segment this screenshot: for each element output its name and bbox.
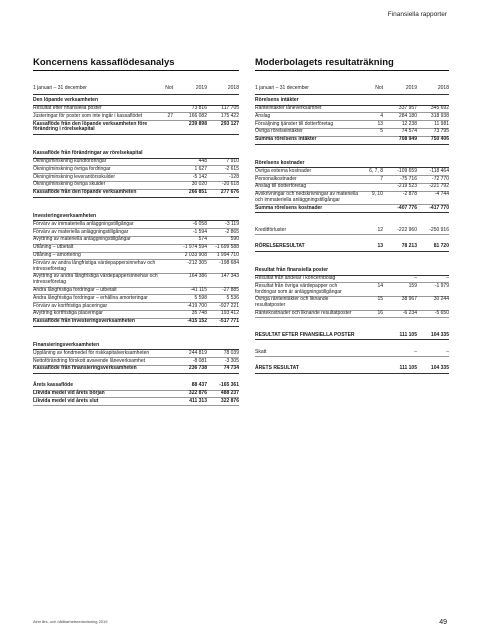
row-label: Övriga ränteintäkter och liknande resultatposter bbox=[255, 296, 329, 309]
value-2019: 322 876 bbox=[188, 390, 207, 396]
row-label: Försäljning tjänster till dotterföretag bbox=[255, 120, 334, 127]
value-2018: -5 650 bbox=[434, 310, 449, 317]
table-block bbox=[33, 214, 239, 327]
row-note: 27 bbox=[167, 112, 173, 119]
note-header: Not bbox=[375, 85, 383, 91]
row-label: Justeringar för poster som inte ingår i kassaflödet bbox=[33, 112, 143, 119]
row-note: 12 bbox=[377, 226, 383, 233]
value-2019: 337 957 bbox=[398, 105, 417, 112]
value-2018: -4 744 bbox=[434, 191, 449, 198]
table-block bbox=[255, 268, 449, 319]
row-label: Årets kassaflöde bbox=[33, 382, 74, 389]
row-label: Utlåning – utbetalt bbox=[33, 244, 74, 251]
value-2018: -2 865 bbox=[224, 228, 239, 235]
value-2018: 104 335 bbox=[430, 331, 449, 338]
year-header-2019: 2019 bbox=[195, 85, 207, 91]
page-number: 49 bbox=[439, 619, 447, 626]
value-2019: 164 386 bbox=[188, 273, 207, 280]
value-2019: -6 058 bbox=[192, 220, 207, 227]
value-2018: -2 615 bbox=[224, 165, 239, 172]
section-heading: Kassaflöde från förändringar av rörelsekapital bbox=[33, 151, 239, 159]
value-2019: 35 748 bbox=[191, 310, 207, 317]
value-2018: -72 770 bbox=[432, 175, 449, 182]
value-2019: 1 627 bbox=[194, 165, 207, 172]
value-2019: -109 659 bbox=[397, 167, 417, 174]
value-2019: -5 142 bbox=[192, 173, 207, 180]
footer-text: Almi års- och hållbarhetsredovisning 2019 bbox=[33, 619, 108, 624]
table-row bbox=[255, 192, 449, 206]
row-label: Förvärv av immateriella anläggningstillgångar bbox=[33, 220, 134, 227]
value-2018: 81 720 bbox=[433, 243, 449, 250]
table-block bbox=[33, 383, 239, 406]
year-header-2018: 2018 bbox=[437, 85, 449, 91]
row-label: Summa rörelsens intäkter bbox=[255, 136, 317, 143]
row-note: 4 bbox=[380, 112, 383, 119]
income-statement bbox=[255, 57, 449, 374]
table-block bbox=[33, 98, 239, 135]
table-block bbox=[33, 343, 239, 374]
value-2019: 38 967 bbox=[401, 296, 417, 303]
row-label: Avyttring kortfristiga placeringar bbox=[33, 310, 103, 317]
row-note: 14 bbox=[377, 282, 383, 289]
table-row bbox=[255, 168, 449, 176]
row-label: Summa rörelsens kostnader bbox=[255, 204, 323, 211]
value-2018: -165 361 bbox=[219, 382, 239, 389]
value-2019: -407 776 bbox=[397, 204, 417, 211]
value-2019: – bbox=[414, 275, 417, 282]
value-2018: -3 119 bbox=[225, 220, 239, 227]
value-2018: -128 bbox=[228, 173, 239, 180]
value-2018: 175 422 bbox=[220, 112, 239, 119]
value-2018: -221 792 bbox=[429, 183, 449, 190]
total-row bbox=[255, 332, 449, 340]
row-label: Ökning/minskning leverantörsskulder bbox=[33, 173, 115, 180]
row-label: Avyttring av andra långfristiga värdepappersinnehav och intresseföretag bbox=[33, 273, 158, 286]
value-2019: -419 700 bbox=[187, 302, 207, 309]
table-block bbox=[255, 332, 449, 340]
row-label: Anslag bbox=[255, 112, 271, 119]
value-2019: 159 bbox=[408, 282, 417, 289]
row-note: 13 bbox=[377, 120, 383, 127]
row-label: Övriga rörelseintäkter bbox=[255, 128, 303, 135]
value-2018: -3 305 bbox=[224, 357, 239, 364]
value-2019: -2 878 bbox=[402, 191, 417, 198]
value-2018: -1 699 588 bbox=[215, 244, 239, 251]
value-2019: -6 234 bbox=[402, 310, 417, 317]
table-block bbox=[255, 161, 449, 214]
value-2019: 12 238 bbox=[401, 120, 417, 127]
value-2018: 488 237 bbox=[220, 390, 239, 396]
note-header: Not bbox=[165, 85, 173, 91]
row-label: Kassaflöde från finansieringsverksamheten bbox=[33, 365, 137, 372]
value-2018: 5 536 bbox=[226, 294, 239, 301]
page-header: Finansiella rapporter bbox=[387, 11, 447, 18]
table-block bbox=[255, 98, 449, 145]
value-2018: 147 343 bbox=[220, 273, 239, 280]
total-row bbox=[255, 205, 449, 213]
value-2019: 284 180 bbox=[398, 112, 417, 119]
table-block bbox=[255, 366, 449, 374]
value-2019: -1 974 594 bbox=[183, 244, 207, 251]
section-heading: Rörelsens kostnader bbox=[255, 161, 449, 169]
value-2019: 73 816 bbox=[191, 105, 207, 112]
table-row bbox=[255, 349, 449, 357]
value-2018: 277 676 bbox=[220, 189, 239, 196]
value-2018: -198 684 bbox=[219, 259, 239, 266]
row-label: Resultat från övriga värdepapper och fordringar som är anläggningstillgångar bbox=[255, 282, 342, 295]
table-header-row bbox=[33, 86, 239, 95]
block-spacer bbox=[255, 145, 449, 159]
row-label: Förvärv av andra långfristiga värdepappersinnehav och intresseföretag bbox=[33, 259, 156, 272]
value-2018: -118 464 bbox=[429, 167, 449, 174]
year-header-2019: 2019 bbox=[405, 85, 417, 91]
total-row bbox=[33, 319, 239, 327]
value-2019: – bbox=[414, 348, 417, 355]
table-block bbox=[255, 244, 449, 252]
value-2018: 293 127 bbox=[220, 120, 239, 127]
income-statement-body bbox=[255, 98, 449, 374]
row-label: Likvida medel vid årets slut bbox=[33, 397, 99, 404]
block-spacer bbox=[33, 327, 239, 341]
row-label: Likvida medel vid årets början bbox=[33, 390, 105, 396]
row-note: 7 bbox=[380, 175, 383, 182]
row-label: Kassaflöde från den löpande verksamheten bbox=[33, 189, 137, 196]
value-2019: 111 105 bbox=[399, 331, 417, 338]
total-row bbox=[255, 366, 449, 374]
cash-flow-body bbox=[33, 98, 239, 406]
table-row bbox=[33, 350, 239, 358]
value-2019: 448 bbox=[198, 158, 207, 165]
row-label: Kreditförluster bbox=[255, 226, 287, 233]
row-label: Förvärv av materiella anläggningstillgångar bbox=[33, 228, 129, 235]
row-label: Andra långfristiga fordringar – erhållna amorteringar bbox=[33, 294, 148, 301]
row-note: 5 bbox=[380, 128, 383, 135]
value-2018: 7 910 bbox=[226, 158, 239, 165]
table-block bbox=[33, 151, 239, 198]
block-spacer bbox=[255, 318, 449, 332]
value-2019: -415 152 bbox=[187, 318, 207, 325]
total-row bbox=[255, 137, 449, 145]
block-spacer bbox=[255, 252, 449, 266]
table-row bbox=[33, 260, 239, 274]
table-block bbox=[255, 227, 449, 235]
row-label: Skatt bbox=[255, 348, 267, 355]
value-2018: 193 412 bbox=[220, 310, 239, 317]
value-2019: -222 960 bbox=[397, 226, 417, 233]
cash-flow-table bbox=[33, 86, 239, 406]
value-2019: 2 033 908 bbox=[184, 252, 207, 259]
row-label: Anslag till dotterföretag bbox=[255, 183, 307, 190]
row-note: 6, 7, 8 bbox=[369, 167, 383, 174]
value-2019: 236 738 bbox=[188, 365, 207, 372]
row-label: Utlåning – amortering bbox=[33, 252, 81, 259]
table-row bbox=[255, 227, 449, 235]
value-2018: -1 979 bbox=[434, 282, 449, 289]
row-label: Nettoförändring förskott avseende låneverksamhet bbox=[33, 357, 146, 364]
value-2018: 345 692 bbox=[430, 105, 449, 112]
value-2018: – bbox=[446, 275, 449, 282]
value-2019: 574 bbox=[198, 236, 207, 243]
row-label: Personalkostnader bbox=[255, 175, 297, 182]
value-2018: 11 981 bbox=[434, 120, 449, 127]
row-note: 15 bbox=[377, 296, 383, 303]
value-2019: -212 305 bbox=[187, 259, 207, 266]
value-2019: 266 851 bbox=[188, 189, 207, 196]
value-2018: 30 244 bbox=[433, 296, 449, 303]
row-label: Övriga externa kostnader bbox=[255, 167, 312, 174]
total-row bbox=[255, 244, 449, 252]
row-label: Ökning/minskning övriga fordringar bbox=[33, 165, 111, 172]
row-label: Upplåning av fondmedel för riskkapitalverksamheten bbox=[33, 349, 150, 356]
section-heading: Resultat från finansiella poster bbox=[255, 268, 449, 276]
value-2019: -219 523 bbox=[397, 183, 417, 190]
value-2019: 5 598 bbox=[194, 294, 207, 301]
row-label: Ränteintäkter låneverksamhet bbox=[255, 105, 322, 112]
value-2018: 750 406 bbox=[430, 136, 449, 143]
row-label: Räntekostnader och liknande resultatposter bbox=[255, 310, 352, 317]
row-label: Avskrivningar och nedskrivningar av materiella och immateriella anläggningstillgångar bbox=[255, 191, 359, 204]
value-2018: 117 705 bbox=[221, 105, 239, 112]
year-header-2018: 2018 bbox=[227, 85, 239, 91]
cash-flow-statement bbox=[33, 57, 239, 406]
value-2018: -417 770 bbox=[429, 204, 449, 211]
row-label: Avyttring av materiella anläggningstillgångar bbox=[33, 236, 131, 243]
value-2018: 590 bbox=[230, 236, 239, 243]
row-note: 13 bbox=[377, 243, 383, 250]
value-2018: 322 876 bbox=[220, 397, 239, 404]
block-spacer bbox=[33, 135, 239, 149]
value-2019: -75 716 bbox=[400, 175, 417, 182]
value-2018: 73 795 bbox=[433, 128, 449, 135]
value-2019: 708 949 bbox=[398, 136, 417, 143]
value-2018: -20 618 bbox=[222, 181, 239, 188]
section-heading: Investeringsverksamheten bbox=[33, 214, 239, 222]
row-label: Kassaflöde från den löpande verksamheten före förändring i rörelsekapital bbox=[33, 120, 148, 133]
row-label: RESULTAT EFTER FINANSIELLA POSTER bbox=[255, 331, 355, 338]
table-row bbox=[33, 398, 239, 406]
table-row bbox=[33, 221, 239, 229]
table-row bbox=[33, 295, 239, 303]
row-note: 16 bbox=[377, 310, 383, 317]
table-row bbox=[33, 166, 239, 174]
section-title: Moderbolagets resultaträkning bbox=[255, 57, 449, 71]
value-2019: 244 819 bbox=[188, 349, 207, 356]
table-row bbox=[255, 283, 449, 297]
period-label: 1 januari – 31 december bbox=[255, 85, 309, 91]
period-label: 1 januari – 31 december bbox=[33, 85, 87, 91]
row-label: Resultat efter finansiella poster bbox=[33, 105, 102, 112]
total-row bbox=[33, 366, 239, 374]
value-2019: 74 574 bbox=[401, 128, 417, 135]
table-row bbox=[255, 311, 449, 319]
value-2018: -27 885 bbox=[222, 287, 239, 294]
value-2019: 411 313 bbox=[189, 397, 207, 404]
block-spacer bbox=[33, 198, 239, 212]
table-row bbox=[255, 297, 449, 311]
value-2018: 78 039 bbox=[223, 349, 239, 356]
table-block bbox=[255, 349, 449, 357]
value-2019: 30 020 bbox=[191, 181, 207, 188]
row-label: Andra långfristiga fordringar – utbetalt bbox=[33, 287, 117, 294]
value-2019: 111 105 bbox=[399, 365, 417, 372]
value-2019: -41 115 bbox=[190, 287, 207, 294]
value-2019: -1 594 bbox=[192, 228, 207, 235]
value-2018: 1 994 710 bbox=[216, 252, 239, 259]
section-title: Koncernens kassaflödesanalys bbox=[33, 57, 239, 71]
value-2018: – bbox=[446, 348, 449, 355]
value-2018: 318 938 bbox=[430, 112, 449, 119]
row-label: ÅRETS RESULTAT bbox=[255, 365, 299, 372]
value-2018: -517 771 bbox=[219, 318, 239, 325]
value-2018: 74 734 bbox=[223, 365, 239, 372]
row-label: Resultat från andelar i koncernbolag bbox=[255, 275, 336, 282]
section-heading: Den löpande verksamheten bbox=[33, 98, 239, 106]
row-label: Ökning/minskning övriga skulder bbox=[33, 181, 106, 188]
row-label: Förvärv av kortfristiga placeringar bbox=[33, 302, 108, 309]
total-row bbox=[33, 190, 239, 198]
income-statement-table bbox=[255, 86, 449, 374]
section-heading: Finansieringsverksamheten bbox=[33, 343, 239, 351]
row-label: Kassaflöde från investeringsverksamheten bbox=[33, 318, 135, 325]
row-label: RÖRELSERESULTAT bbox=[255, 243, 305, 250]
block-spacer bbox=[255, 340, 449, 349]
value-2018: -250 916 bbox=[429, 226, 449, 233]
value-2019: 239 898 bbox=[188, 120, 207, 127]
value-2019: 88 437 bbox=[191, 382, 207, 389]
block-spacer bbox=[255, 213, 449, 227]
table-row bbox=[33, 274, 239, 288]
total-row bbox=[33, 121, 239, 135]
value-2019: 78 213 bbox=[401, 243, 417, 250]
row-note: 9, 10 bbox=[371, 191, 383, 198]
value-2019: 166 082 bbox=[188, 112, 207, 119]
value-2019: -8 081 bbox=[192, 357, 207, 364]
value-2018: -927 221 bbox=[219, 302, 239, 309]
row-label: Ökning/minskning kundfordringar bbox=[33, 158, 107, 165]
table-row bbox=[255, 106, 449, 114]
table-header-row bbox=[255, 86, 449, 95]
section-heading: Rörelsens intäkter bbox=[255, 98, 449, 106]
value-2018: 104 335 bbox=[430, 365, 449, 372]
